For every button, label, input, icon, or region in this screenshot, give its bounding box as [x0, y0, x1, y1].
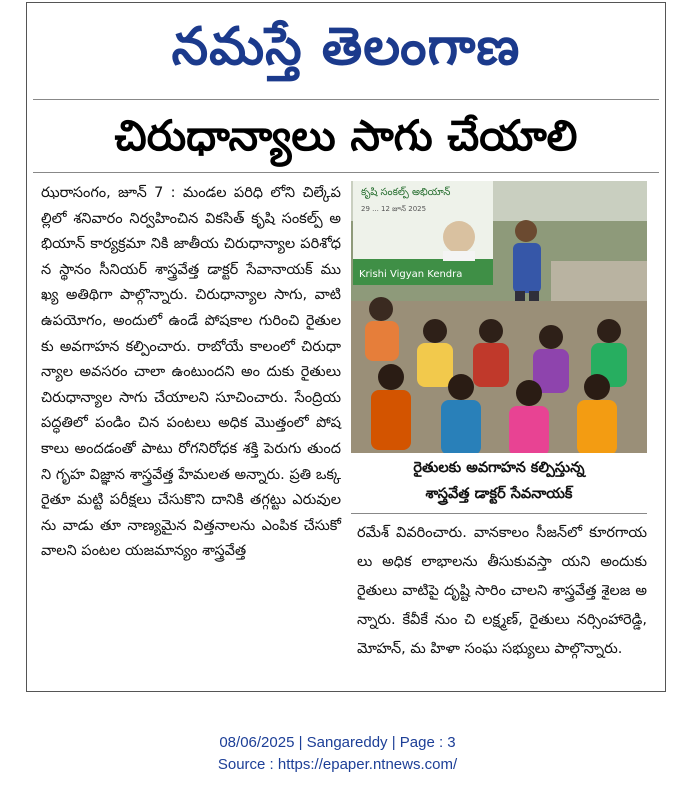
caption-line-1: రైతులకు అవగాహన కల్పిస్తున్న [413, 460, 585, 476]
masthead-title: నమస్తే తెలంగాణ [171, 16, 521, 77]
article-body-left: ఝరాసంగం, జూన్ 7 : మండల పరిధి లోని చిల్కేపల్లిలో శనివారం నిర్వహించిన వికసిత్ కృషి సంకల్ప్ అభియాన్ కార్యక్రమా నికి జాతీయ చిరుధాన్యాల పరిశోధన స్థానం సీనియర్ శాస్త్రవేత్త డాక్టర్ సేవానాయక్ ము ఖ్య అతిథిగా పాల్గొన్నారు. చిరుధాన్యాల సాగు, వాటి ఉపయోగం, అందులో ఉండే పోషకాల గురించి రైతులకు అవగాహన కల్పించారు. రాబోయే కాలంలో చిరుధా న్యాల అవసరం చాలా ఉంటుందని అం దుకు రైతులు చిరుధాన్యాల సాగు చేయాలని సూచించారు. సేంద్రియ పద్ధతిలో పండిం చిన పంటలు అధిక మొత్తంలో పోషకాలు అందడంతో పాటు రోగనిరోధక శక్తి పెరుగు తుందని గృహ విజ్ఞాన శాస్త్రవేత్త హేమలత అన్నారు. ప్రతి ఒక్క రైతూ మట్టి పరీక్షలు చేసుకొని దానికి తగ్గట్టు ఎరువులను వాడు తూ నాణ్యమైన విత్తనాలను ఎంపిక చేసుకో వాలని పంటల యజమాన్యం శాస్త్రవేత్త [41, 185, 341, 560]
banner-top-text: కృషి సంకల్ప్ అభియాన్ [361, 187, 451, 198]
banner-date-text: 29 ... 12 జూన్ 2025 [361, 205, 427, 213]
footer-edition-info: 08/06/2025 | Sangareddy | Page : 3 [219, 734, 456, 751]
article-headline: చిరుధాన్యాలు సాగు చేయాలి [114, 111, 578, 160]
photo-illustration [351, 181, 647, 453]
headline-box [33, 99, 659, 173]
photo-caption [351, 455, 647, 514]
footer-source-link[interactable]: Source : https://epaper.ntnews.com/ [217, 756, 458, 773]
newspaper-clipping [26, 2, 666, 692]
article-body-right: రమేశ్ వివరించారు. వానకాలం సీజన్‌లో కూరగాయలు అధిక లాభాలను తీసుకువస్తా యని అందుకు రైతులు వాటిపై దృష్టి సారిం చాలని శాస్త్రవేత్త శైలజ అన్నారు. కేవీకే నుం చి లక్ష్మణ్, రైతులు నర్సింహారెడ్డి, మోహన్, మ హిళా సంఘ సభ్యులు పాల్గొన్నారు. [357, 525, 647, 657]
banner-kvk-text: Krishi Vigyan Kendra [359, 269, 463, 280]
caption-line-2: శాస్త్రవేత్త డాక్టర్ సేవనాయక్ [425, 486, 573, 502]
article-photo [351, 181, 647, 453]
